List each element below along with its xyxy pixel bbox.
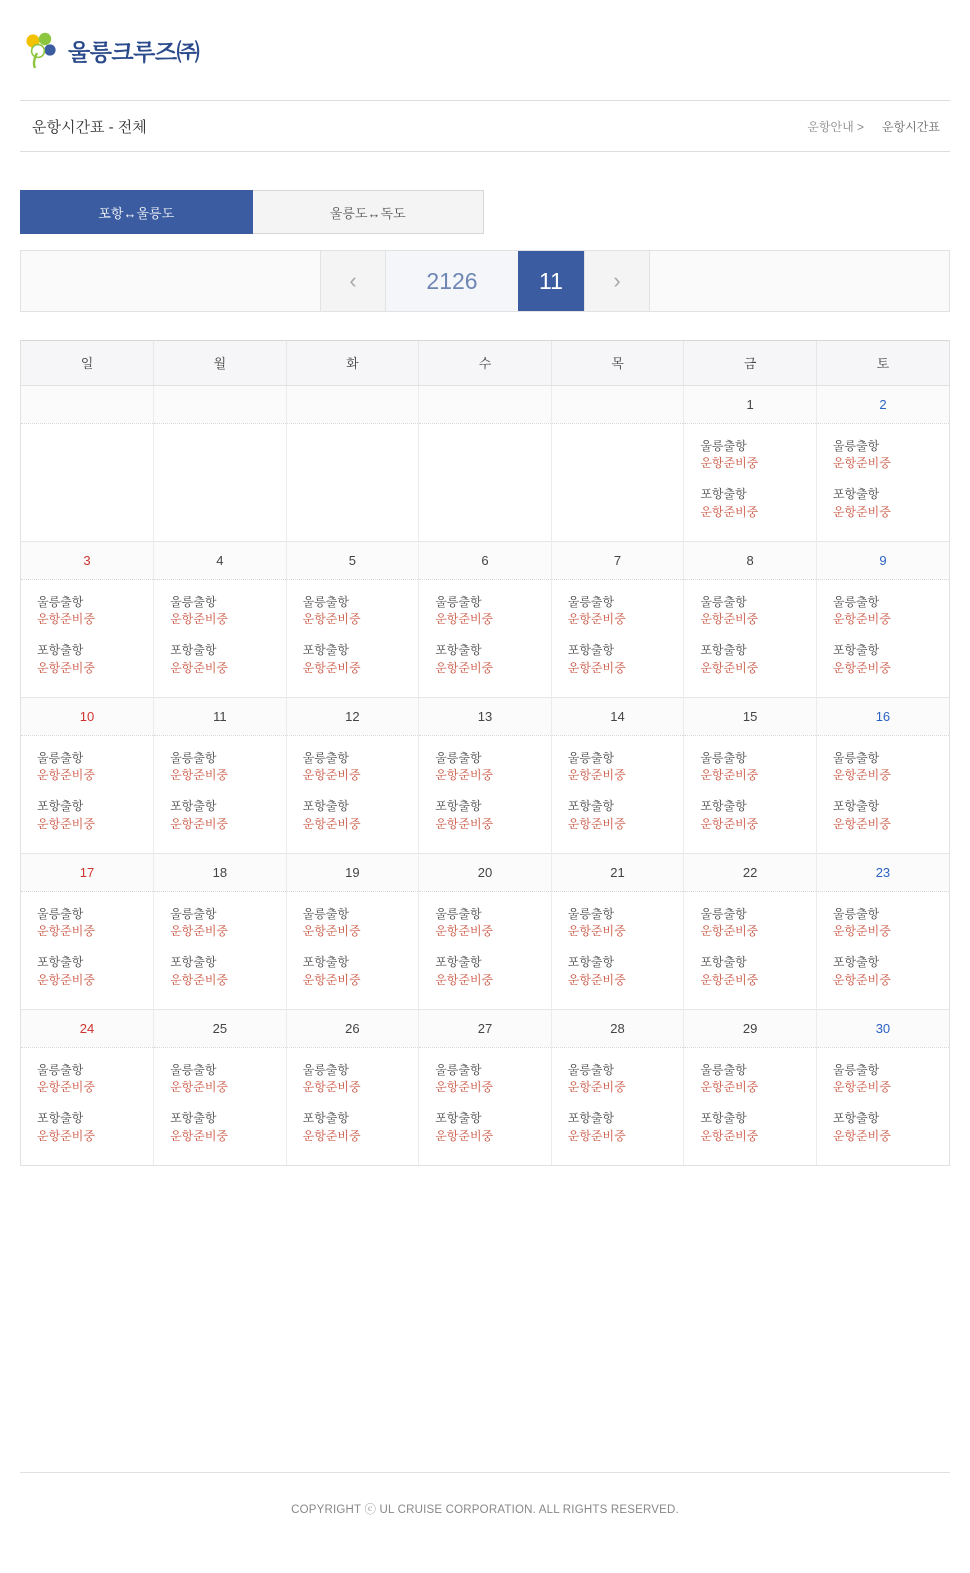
schedule-route-label: 포항출항 <box>170 955 217 970</box>
calendar-daynum-row <box>21 385 949 423</box>
schedule-entry[interactable] <box>154 784 286 833</box>
schedule-status-label: 운항준비중 <box>700 611 759 626</box>
calendar-day-cell[interactable] <box>154 735 287 853</box>
schedule-route-label: 포항출항 <box>170 1111 217 1126</box>
weekday-header-fri: 금 <box>684 341 817 385</box>
breadcrumb-item-current: 운항시간표 <box>882 119 940 134</box>
schedule-entry[interactable] <box>154 1096 286 1145</box>
schedule-route-label: 포항출항 <box>435 643 482 658</box>
calendar-day-cell[interactable] <box>154 891 287 1009</box>
calendar-daynum[interactable]: 27 <box>419 1009 552 1047</box>
schedule-status-label: 운항준비중 <box>435 660 494 675</box>
calendar-daynum[interactable]: 29 <box>684 1009 817 1047</box>
calendar-week-row <box>21 735 949 853</box>
schedule-status-label: 운항준비중 <box>435 767 494 782</box>
schedule-entry[interactable] <box>21 628 153 677</box>
calendar-day-cell[interactable] <box>419 735 552 853</box>
calendar-daynum-row <box>21 697 949 735</box>
calendar-daynum[interactable]: 1 <box>684 385 817 423</box>
schedule-status-label: 운항준비중 <box>567 767 626 782</box>
calendar-daynum[interactable]: 24 <box>21 1009 154 1047</box>
schedule-route-label: 포항출항 <box>700 1111 747 1126</box>
schedule-status-label: 운항준비중 <box>832 455 891 470</box>
schedule-entry[interactable] <box>684 1048 816 1097</box>
calendar-daynum[interactable]: 30 <box>816 1009 949 1047</box>
schedule-route-label: 포항출항 <box>832 1111 880 1126</box>
schedule-status-label: 운항준비중 <box>37 611 95 626</box>
schedule-status-label: 운항준비중 <box>37 816 95 831</box>
schedule-status-label: 운항준비중 <box>302 923 361 938</box>
schedule-status-label: 운항준비중 <box>37 1128 95 1143</box>
calendar-day-cell <box>286 423 419 541</box>
schedule-route-label: 울릉출항 <box>37 1062 84 1077</box>
calendar-daynum-row <box>21 541 949 579</box>
schedule-route-label: 포항출항 <box>700 799 747 814</box>
schedule-route-label: 울릉출항 <box>700 594 747 609</box>
schedule-route-label: 포항출항 <box>435 799 482 814</box>
schedule-status-label: 운항준비중 <box>567 1128 626 1143</box>
calendar-daynum[interactable]: 6 <box>419 541 552 579</box>
calendar-daynum[interactable]: 14 <box>551 697 684 735</box>
schedule-route-label: 포항출항 <box>37 955 84 970</box>
calendar-daynum[interactable]: 12 <box>286 697 419 735</box>
route-tabs <box>20 190 484 234</box>
schedule-route-label: 울릉출항 <box>37 906 84 921</box>
schedule-entry[interactable] <box>817 892 949 941</box>
schedule-entry[interactable] <box>21 784 153 833</box>
chevron-left-icon[interactable]: ‹ <box>320 251 386 311</box>
calendar-day-cell[interactable] <box>154 579 287 697</box>
flower-logo-icon <box>24 31 58 69</box>
schedule-route-label: 포항출항 <box>832 955 880 970</box>
schedule-entry[interactable] <box>817 940 949 989</box>
calendar-day-cell[interactable] <box>684 735 817 853</box>
schedule-route-label: 울릉출항 <box>170 594 217 609</box>
schedule-entry[interactable] <box>684 580 816 629</box>
weekday-header-thu: 목 <box>551 341 684 385</box>
schedule-route-label: 울릉출항 <box>37 750 84 765</box>
calendar-day-cell[interactable] <box>816 891 949 1009</box>
schedule-entry[interactable] <box>154 1048 286 1097</box>
calendar-daynum[interactable]: 3 <box>21 541 154 579</box>
schedule-route-label: 울릉출항 <box>37 594 84 609</box>
schedule-entry[interactable] <box>287 1048 419 1097</box>
schedule-route-label: 포항출항 <box>435 955 482 970</box>
schedule-entry[interactable] <box>287 1096 419 1145</box>
calendar-day-cell[interactable] <box>21 891 154 1009</box>
calendar-daynum[interactable]: 19 <box>286 853 419 891</box>
schedule-status-label: 운항준비중 <box>832 504 891 519</box>
schedule-status-label: 운항준비중 <box>700 1079 759 1094</box>
logo-text: 울릉크루즈㈜ <box>68 38 200 65</box>
schedule-entry[interactable] <box>419 892 551 941</box>
calendar-day-cell <box>21 423 154 541</box>
schedule-route-label: 울릉출항 <box>435 750 482 765</box>
schedule-entry[interactable] <box>21 1096 153 1145</box>
calendar-day-cell <box>551 423 684 541</box>
schedule-calendar <box>20 340 950 1166</box>
page-title: 운항시간표 - 전체 <box>32 118 147 136</box>
schedule-route-label: 울릉출항 <box>302 750 349 765</box>
calendar-daynum-empty <box>419 385 552 423</box>
schedule-route-label: 포항출항 <box>37 799 84 814</box>
calendar-day-cell[interactable] <box>684 1047 817 1165</box>
schedule-status-label: 운항준비중 <box>832 611 891 626</box>
calendar-daynum[interactable]: 20 <box>419 853 552 891</box>
schedule-route-label: 울릉출항 <box>832 438 880 453</box>
schedule-entry[interactable] <box>552 580 684 629</box>
calendar-day-cell[interactable] <box>551 735 684 853</box>
schedule-status-label: 운항준비중 <box>832 923 891 938</box>
schedule-route-label: 포항출항 <box>435 1111 482 1126</box>
calendar-daynum[interactable]: 28 <box>551 1009 684 1047</box>
schedule-route-label: 포항출항 <box>832 487 880 502</box>
schedule-entry[interactable] <box>154 628 286 677</box>
schedule-status-label: 운항준비중 <box>170 767 229 782</box>
schedule-route-label: 포항출항 <box>37 643 84 658</box>
site-header <box>0 0 970 100</box>
schedule-status-label: 운항준비중 <box>567 660 626 675</box>
schedule-route-label: 울릉출항 <box>302 1062 349 1077</box>
schedule-route-label: 포항출항 <box>302 799 349 814</box>
chevron-right-icon[interactable]: › <box>584 251 650 311</box>
schedule-status-label: 운항준비중 <box>37 660 95 675</box>
schedule-status-label: 운항준비중 <box>302 611 361 626</box>
calendar-day-cell[interactable] <box>419 1047 552 1165</box>
calendar-day-cell <box>419 423 552 541</box>
schedule-route-label: 포항출항 <box>700 955 747 970</box>
schedule-entry[interactable] <box>287 892 419 941</box>
schedule-status-label: 운항준비중 <box>832 767 891 782</box>
schedule-entry[interactable] <box>817 784 949 833</box>
schedule-route-label: 울릉출항 <box>567 1062 615 1077</box>
weekday-header-wed: 수 <box>419 341 552 385</box>
schedule-status-label: 운항준비중 <box>832 660 891 675</box>
calendar-daynum-empty <box>21 385 154 423</box>
schedule-route-label: 울릉출항 <box>700 1062 747 1077</box>
calendar-daynum[interactable]: 23 <box>816 853 949 891</box>
schedule-entry[interactable] <box>154 736 286 785</box>
calendar-day-cell[interactable] <box>286 735 419 853</box>
schedule-route-label: 울릉출항 <box>567 594 615 609</box>
schedule-route-label: 포항출항 <box>567 643 615 658</box>
weekday-header-mon: 월 <box>154 341 287 385</box>
schedule-status-label: 운항준비중 <box>700 923 759 938</box>
schedule-status-label: 운항준비중 <box>302 972 361 987</box>
schedule-route-label: 울릉출항 <box>832 594 880 609</box>
schedule-route-label: 포항출항 <box>302 1111 349 1126</box>
schedule-route-label: 울릉출항 <box>435 1062 482 1077</box>
calendar-week-row <box>21 891 949 1009</box>
calendar-day-cell[interactable] <box>551 891 684 1009</box>
calendar-week-row <box>21 423 949 541</box>
schedule-route-label: 포항출항 <box>567 799 615 814</box>
schedule-route-label: 포항출항 <box>832 643 880 658</box>
schedule-status-label: 운항준비중 <box>435 816 494 831</box>
schedule-status-label: 운항준비중 <box>567 923 626 938</box>
schedule-entry[interactable] <box>684 784 816 833</box>
schedule-entry[interactable] <box>552 1048 684 1097</box>
calendar-daynum[interactable]: 17 <box>21 853 154 891</box>
schedule-route-label: 포항출항 <box>567 955 615 970</box>
schedule-route-label: 울릉출항 <box>567 906 615 921</box>
calendar-daynum[interactable]: 18 <box>154 853 287 891</box>
schedule-status-label: 운항준비중 <box>700 504 759 519</box>
schedule-route-label: 울릉출항 <box>170 1062 217 1077</box>
schedule-status-label: 운항준비중 <box>170 923 229 938</box>
schedule-entry[interactable] <box>684 472 816 521</box>
schedule-entry[interactable] <box>154 580 286 629</box>
schedule-status-label: 운항준비중 <box>435 1079 494 1094</box>
schedule-entry[interactable] <box>684 1096 816 1145</box>
schedule-status-label: 운항준비중 <box>567 816 626 831</box>
calendar-daynum[interactable]: 5 <box>286 541 419 579</box>
schedule-status-label: 운항준비중 <box>37 972 95 987</box>
calendar-day-cell[interactable] <box>816 1047 949 1165</box>
calendar-daynum[interactable]: 7 <box>551 541 684 579</box>
copyright-text: COPYRIGHT ⓒ UL CRUISE CORPORATION. ALL RIGHTS RESERVED. <box>291 1504 679 1516</box>
schedule-route-label: 포항출항 <box>170 643 217 658</box>
schedule-route-label: 포항출항 <box>700 643 747 658</box>
weekday-header-sun: 일 <box>21 341 154 385</box>
schedule-route-label: 울릉출항 <box>832 906 880 921</box>
weekday-header-sat: 토 <box>816 341 949 385</box>
schedule-entry[interactable] <box>287 736 419 785</box>
schedule-route-label: 울릉출항 <box>170 906 217 921</box>
schedule-status-label: 운항준비중 <box>170 816 229 831</box>
schedule-entry[interactable] <box>419 940 551 989</box>
schedule-entry[interactable] <box>817 1096 949 1145</box>
schedule-entry[interactable] <box>817 580 949 629</box>
schedule-status-label: 운항준비중 <box>435 1128 494 1143</box>
schedule-entry[interactable] <box>684 736 816 785</box>
schedule-status-label: 운항준비중 <box>700 972 759 987</box>
schedule-entry[interactable] <box>419 1048 551 1097</box>
calendar-day-cell <box>154 423 287 541</box>
breadcrumb <box>807 118 950 135</box>
schedule-entry[interactable] <box>419 628 551 677</box>
schedule-status-label: 운항준비중 <box>832 816 891 831</box>
schedule-route-label: 울릉출항 <box>832 1062 880 1077</box>
schedule-entry[interactable] <box>552 628 684 677</box>
schedule-entry[interactable] <box>684 628 816 677</box>
schedule-route-label: 울릉출항 <box>700 438 747 453</box>
schedule-route-label: 포항출항 <box>170 799 217 814</box>
calendar-daynum[interactable]: 4 <box>154 541 287 579</box>
schedule-route-label: 포항출항 <box>37 1111 84 1126</box>
schedule-status-label: 운항준비중 <box>302 1079 361 1094</box>
schedule-status-label: 운항준비중 <box>170 611 229 626</box>
schedule-status-label: 운항준비중 <box>832 972 891 987</box>
schedule-status-label: 운항준비중 <box>170 660 229 675</box>
calendar-daynum[interactable]: 25 <box>154 1009 287 1047</box>
schedule-entry[interactable] <box>419 580 551 629</box>
calendar-day-cell[interactable] <box>286 891 419 1009</box>
calendar-daynum-row <box>21 853 949 891</box>
calendar-day-cell[interactable] <box>816 423 949 541</box>
schedule-status-label: 운항준비중 <box>302 767 361 782</box>
schedule-status-label: 운항준비중 <box>700 1128 759 1143</box>
schedule-status-label: 운항준비중 <box>567 972 626 987</box>
calendar-day-cell[interactable] <box>551 1047 684 1165</box>
calendar-daynum[interactable]: 8 <box>684 541 817 579</box>
schedule-status-label: 운항준비중 <box>302 660 361 675</box>
calendar-day-cell[interactable] <box>286 579 419 697</box>
schedule-entry[interactable] <box>287 628 419 677</box>
schedule-entry[interactable] <box>552 736 684 785</box>
calendar-daynum[interactable]: 21 <box>551 853 684 891</box>
weekday-header-tue: 화 <box>286 341 419 385</box>
schedule-route-label: 포항출항 <box>302 643 349 658</box>
calendar-day-cell[interactable] <box>551 579 684 697</box>
schedule-route-label: 울릉출항 <box>832 750 880 765</box>
calendar-week-row <box>21 1047 949 1165</box>
calendar-daynum[interactable]: 2 <box>816 385 949 423</box>
schedule-status-label: 운항준비중 <box>567 1079 626 1094</box>
calendar-day-cell[interactable] <box>684 891 817 1009</box>
schedule-entry[interactable] <box>552 892 684 941</box>
calendar-day-cell[interactable] <box>816 735 949 853</box>
schedule-entry[interactable] <box>419 736 551 785</box>
schedule-entry[interactable] <box>21 892 153 941</box>
schedule-entry[interactable] <box>684 892 816 941</box>
schedule-route-label: 포항출항 <box>832 799 880 814</box>
tab-pohang-ulleung[interactable]: 포항↔울릉도 <box>20 190 253 234</box>
schedule-entry[interactable] <box>552 784 684 833</box>
schedule-status-label: 운항준비중 <box>700 455 759 470</box>
calendar-day-cell[interactable] <box>286 1047 419 1165</box>
schedule-route-label: 울릉출항 <box>435 594 482 609</box>
schedule-entry[interactable] <box>419 784 551 833</box>
schedule-entry[interactable] <box>287 940 419 989</box>
schedule-route-label: 울릉출항 <box>700 906 747 921</box>
schedule-status-label: 운항준비중 <box>302 1128 361 1143</box>
schedule-entry[interactable] <box>817 424 949 473</box>
calendar-day-cell[interactable] <box>21 735 154 853</box>
nav-right-spacer <box>650 251 949 311</box>
schedule-route-label: 포항출항 <box>567 1111 615 1126</box>
schedule-entry[interactable] <box>21 736 153 785</box>
schedule-entry[interactable] <box>154 940 286 989</box>
schedule-status-label: 운항준비중 <box>435 923 494 938</box>
schedule-status-label: 운항준비중 <box>37 923 95 938</box>
schedule-route-label: 울릉출항 <box>567 750 615 765</box>
schedule-entry[interactable] <box>684 940 816 989</box>
schedule-status-label: 운항준비중 <box>170 1079 229 1094</box>
schedule-entry[interactable] <box>287 580 419 629</box>
schedule-entry[interactable] <box>287 784 419 833</box>
calendar-daynum-empty <box>286 385 419 423</box>
calendar-daynum[interactable]: 10 <box>21 697 154 735</box>
nav-left-spacer <box>21 251 320 311</box>
schedule-route-label: 울릉출항 <box>302 906 349 921</box>
schedule-status-label: 운항준비중 <box>435 972 494 987</box>
calendar-day-cell[interactable] <box>419 579 552 697</box>
calendar-daynum[interactable]: 11 <box>154 697 287 735</box>
schedule-status-label: 운항준비중 <box>832 1079 891 1094</box>
schedule-status-label: 운항준비중 <box>700 816 759 831</box>
schedule-status-label: 운항준비중 <box>302 816 361 831</box>
schedule-entry[interactable] <box>817 736 949 785</box>
schedule-route-label: 울릉출항 <box>700 750 747 765</box>
calendar-daynum[interactable]: 15 <box>684 697 817 735</box>
tab-ulleung-dokdo[interactable]: 울릉도↔독도 <box>253 190 485 234</box>
calendar-daynum-empty <box>154 385 287 423</box>
schedule-status-label: 운항준비중 <box>435 611 494 626</box>
calendar-day-cell[interactable] <box>21 579 154 697</box>
schedule-status-label: 운항준비중 <box>700 767 759 782</box>
schedule-route-label: 울릉출항 <box>435 906 482 921</box>
calendar-day-cell[interactable] <box>21 1047 154 1165</box>
schedule-route-label: 울릉출항 <box>302 594 349 609</box>
schedule-status-label: 운항준비중 <box>832 1128 891 1143</box>
schedule-entry[interactable] <box>552 1096 684 1145</box>
footer <box>20 1472 950 1517</box>
calendar-daynum[interactable]: 22 <box>684 853 817 891</box>
schedule-entry[interactable] <box>419 1096 551 1145</box>
site-logo[interactable] <box>24 31 199 69</box>
schedule-entry[interactable] <box>21 1048 153 1097</box>
schedule-entry[interactable] <box>154 892 286 941</box>
schedule-status-label: 운항준비중 <box>700 660 759 675</box>
schedule-route-label: 포항출항 <box>700 487 747 502</box>
calendar-header-row <box>21 341 949 385</box>
schedule-route-label: 포항출항 <box>302 955 349 970</box>
schedule-entry[interactable] <box>552 940 684 989</box>
schedule-status-label: 운항준비중 <box>170 1128 229 1143</box>
schedule-entry[interactable] <box>21 940 153 989</box>
schedule-entry[interactable] <box>21 580 153 629</box>
schedule-status-label: 운항준비중 <box>170 972 229 987</box>
calendar-daynum-row <box>21 1009 949 1047</box>
calendar-daynum[interactable]: 9 <box>816 541 949 579</box>
schedule-entry[interactable] <box>817 628 949 677</box>
calendar-day-cell[interactable] <box>154 1047 287 1165</box>
calendar-week-row <box>21 579 949 697</box>
calendar-body <box>21 385 949 1165</box>
year-display[interactable]: 2126 <box>386 251 518 311</box>
calendar-daynum-empty <box>551 385 684 423</box>
title-bar <box>20 100 950 152</box>
calendar-day-cell[interactable] <box>816 579 949 697</box>
calendar-day-cell[interactable] <box>419 891 552 1009</box>
schedule-entry[interactable] <box>817 472 949 521</box>
month-display[interactable]: 11 <box>518 251 584 311</box>
schedule-entry[interactable] <box>817 1048 949 1097</box>
calendar-day-cell[interactable] <box>684 579 817 697</box>
calendar-daynum[interactable]: 16 <box>816 697 949 735</box>
schedule-entry[interactable] <box>684 424 816 473</box>
calendar-daynum[interactable]: 13 <box>419 697 552 735</box>
calendar-day-cell[interactable] <box>684 423 817 541</box>
month-navigator <box>20 250 950 312</box>
schedule-status-label: 운항준비중 <box>37 767 95 782</box>
breadcrumb-item-parent[interactable]: 운항안내 > <box>807 119 865 134</box>
calendar-daynum[interactable]: 26 <box>286 1009 419 1047</box>
schedule-route-label: 울릉출항 <box>170 750 217 765</box>
schedule-status-label: 운항준비중 <box>567 611 626 626</box>
schedule-status-label: 운항준비중 <box>37 1079 95 1094</box>
